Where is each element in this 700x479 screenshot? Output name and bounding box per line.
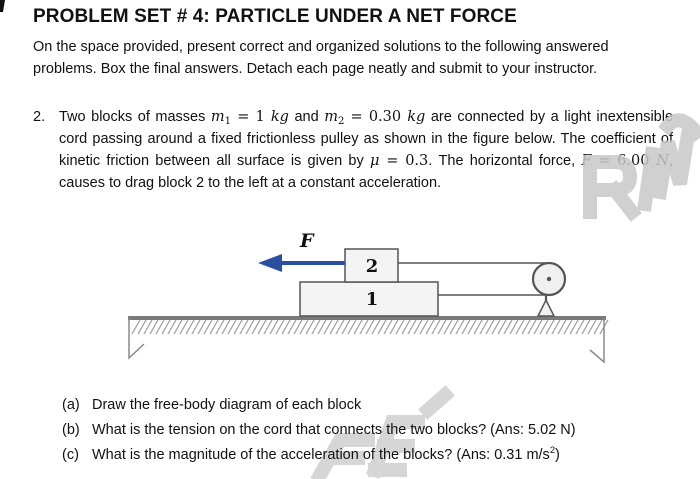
- question-c: [62, 443, 662, 468]
- problem-text-part: and: [288, 109, 325, 125]
- mass-1-symbol: m: [210, 109, 225, 125]
- page-title: PROBLEM SET # 4: PARTICLE UNDER A NET FORCE: [33, 6, 517, 27]
- instructions-line-2: problems. Box the final answers. Detach each page neatly and submit to your instructor.: [33, 61, 598, 77]
- question-label: (a): [62, 397, 80, 413]
- problem-text-part: Two blocks of masses: [59, 109, 211, 125]
- question-label: (c): [62, 447, 79, 463]
- force-symbol: F: [581, 153, 592, 169]
- mu-value: = 0.3: [379, 153, 429, 169]
- problem-text-part: , causes to drag block 2 to the left at a constant acceleration.: [59, 153, 673, 191]
- mu-symbol: μ: [369, 153, 380, 169]
- mass-1-unit: kg: [270, 109, 289, 125]
- block-1-label: 1: [365, 289, 379, 310]
- question-text: What is the magnitude of the acceleration of the blocks? (Ans: 0.31 m/s: [92, 447, 550, 463]
- mass-2-unit: kg: [407, 109, 426, 125]
- question-label: (b): [62, 422, 80, 438]
- force-value: = 6.00: [591, 153, 657, 169]
- force-unit: N: [656, 153, 669, 169]
- problem-text-part: . The horizontal force,: [428, 153, 582, 169]
- problem-number: 2.: [33, 109, 46, 125]
- floor-right-edge: [590, 318, 604, 362]
- mass-2-subscript: 2: [337, 116, 345, 127]
- problem-text-part: are connected by a light inextensible cord passing around a fixed frictionless pulley as shown in the figure below. The coefficient of kinetic friction between all surface is given by: [59, 109, 674, 169]
- force-arrow-head: [258, 254, 282, 272]
- mass-2-symbol: m: [324, 109, 338, 125]
- question-close: ): [555, 447, 560, 463]
- question-text: Draw the free-body diagram of each block: [92, 397, 362, 413]
- unit-exponent: 2: [549, 444, 556, 455]
- mass-1-value: = 1: [231, 109, 271, 125]
- question-b: [62, 418, 662, 443]
- question-a: [62, 393, 662, 418]
- floor-left-edge: [129, 318, 144, 358]
- sub-questions: [62, 393, 662, 468]
- mass-2-value: = 0.30: [344, 109, 408, 125]
- instructions-line-1: On the space provided, present correct and organized solutions to the following answered: [33, 39, 609, 55]
- force-label: F: [300, 230, 314, 252]
- mass-1-subscript: 1: [224, 116, 232, 127]
- block-2-label: 2: [365, 256, 379, 277]
- floor-hatching: [132, 320, 608, 334]
- question-text: What is the tension on the cord that connects the two blocks? (Ans: 5.02 N): [92, 422, 576, 438]
- pulley: [533, 263, 565, 316]
